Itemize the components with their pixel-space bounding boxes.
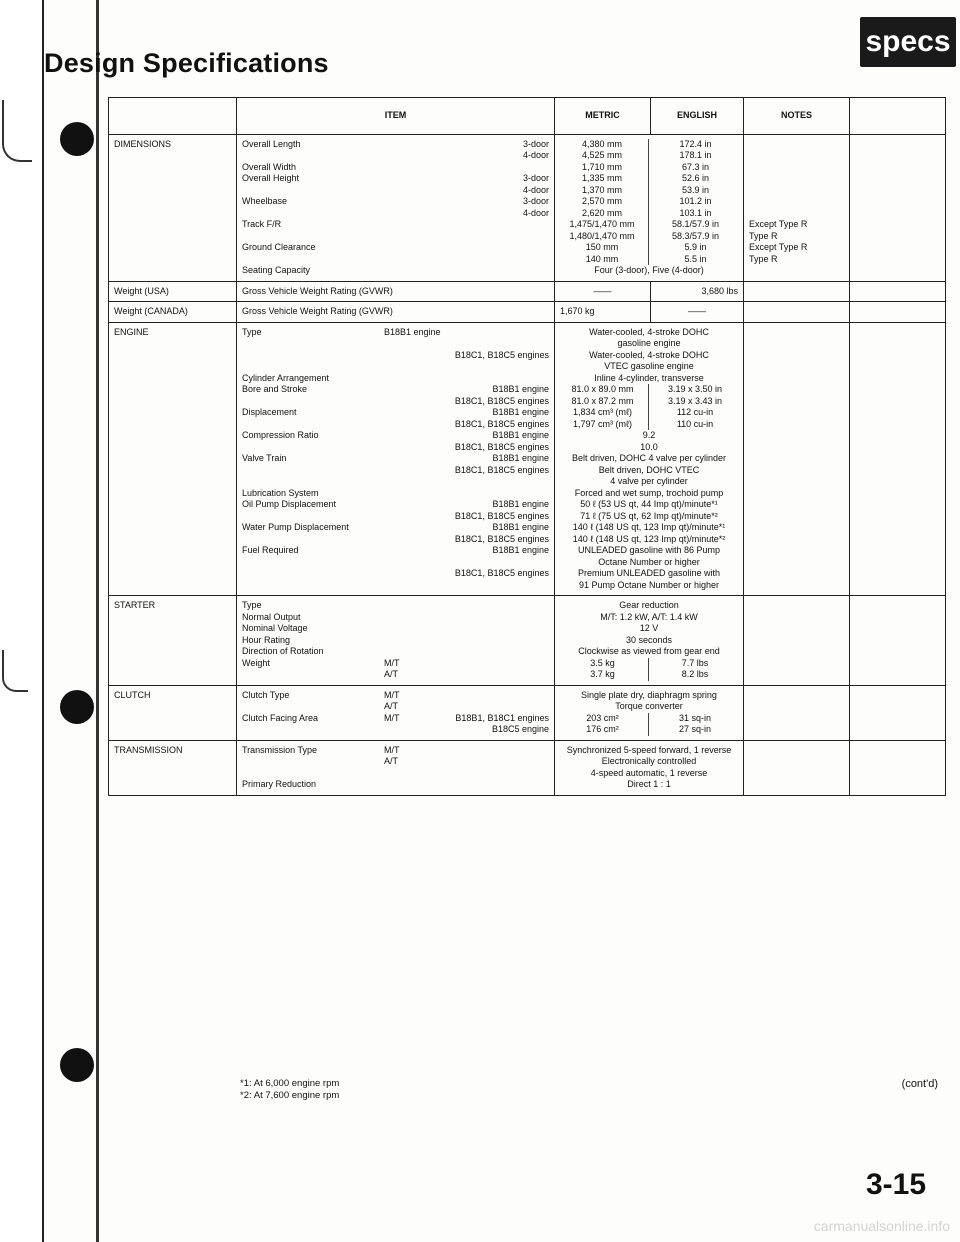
table-row-weight-canada — [109, 302, 945, 323]
footnotes — [240, 1078, 339, 1102]
spec-table — [108, 97, 946, 796]
table-row-dimensions — [109, 135, 945, 282]
table-row-starter — [109, 596, 945, 686]
section-label: TRANSMISSION — [109, 741, 237, 795]
seating-capacity-value: Four (3-door), Five (4-door) — [594, 265, 704, 275]
binding-line — [42, 0, 44, 1242]
section-label: Weight (USA) — [109, 282, 237, 302]
item-cell: Overall Length 3-door 4-door Overall Width Overall Height 3-door 4-door Wheelbase 3-door 4-door Track F/R Ground Clearance Seating Capacity — [237, 135, 555, 281]
header-english: ENGLISH — [651, 98, 744, 134]
page-number: 3-15 — [866, 1168, 927, 1201]
section-label: Weight (CANADA) — [109, 302, 237, 322]
section-label: ENGINE — [109, 323, 237, 596]
english-cell: —— — [651, 302, 744, 322]
page-title: Design Specifications — [44, 48, 329, 78]
item-cell: Type Normal Output Nominal Voltage Hour Rating Direction of Rotation Weight M/T A/T — [237, 596, 555, 685]
margin-rule — [96, 0, 99, 1242]
header-extra — [850, 98, 945, 134]
punch-hole-middle — [60, 690, 94, 724]
header-blank — [109, 98, 237, 134]
header-item: ITEM — [237, 98, 555, 134]
footnote-2: *2: At 7,600 engine rpm — [240, 1090, 340, 1101]
binding-curl-lower — [2, 650, 28, 692]
notes-cell: Except Type R Type R Except Type R Type R — [744, 135, 850, 281]
table-row-engine — [109, 323, 945, 597]
values-cell: 4,380 mm 172.4 in 4,525 mm 178.1 in 1,710 mm 67.3 in 1,335 mm 52.6 in 1,370 mm 53.9 in 2,570 mm 101.2 in 2,620 mm 103.1 in 1,475/1,470 mm 58.1/57.9 in 1,480/1,470 mm 58.3/57.9 in 150 mm 5.9 in 140 mm 5.5 in Four (3-door), Five (4-door) — [555, 135, 744, 281]
table-row-transmission — [109, 741, 945, 795]
specs-badge: specs — [860, 17, 956, 67]
continued-label: (cont'd) — [901, 1078, 938, 1090]
footnote-1: *1: At 6,000 engine rpm — [240, 1078, 340, 1089]
binding-curl — [2, 100, 32, 162]
section-label: STARTER — [109, 596, 237, 685]
table-header-row — [109, 98, 945, 135]
punch-hole-bottom — [60, 1048, 94, 1082]
values-cell: Synchronized 5-speed forward, 1 reverse Electronically controlled 4-speed automatic, 1 reverse Direct 1 : 1 — [555, 741, 744, 795]
section-label: CLUTCH — [109, 686, 237, 740]
watermark: carmanualsonline.info — [813, 1218, 950, 1234]
table-row-clutch — [109, 686, 945, 741]
item-cell: Type B18B1 engine B18C1, B18C5 engines Cylinder Arrangement Bore and Stroke B18B1 engine B18C1, B18C5 engines Displacement B18B1 engine B18C1, B18C5 engines Compression Ratio B18B1 engine B18C1, B18C5 engines Valve Train B18B1 engine B18C1, B18C5 engines Lubrication System Oil Pump Displacement B18B1 engine B18C1, B18C5 engines Water Pump Displacement B18B1 engine B18C1, B18C5 engines Fuel Required B18B1 engine B18C1, B18C5 engines — [237, 323, 555, 596]
values-cell: Water-cooled, 4-stroke DOHC gasoline engine Water-cooled, 4-stroke DOHC VTEC gasoline engine Inline 4-cylinder, transverse 81.0 x 89.0 mm 3.19 x 3.50 in 81.0 x 87.2 mm 3.19 x 3.43 in 1,834 cm³ (mℓ) 112 cu-in 1,797 cm³ (mℓ) 110 cu-in 9.2 10.0 Belt driven, DOHC 4 valve per cylinder Belt driven, DOHC VTEC 4 valve per cylinder Forced and wet sump, trochoid pump 50 ℓ (53 US qt, 44 Imp qt)/minute*¹ 71 ℓ (75 US qt, 62 Imp qt)/minute*² 140 ℓ (148 US qt, 123 Imp qt)/minute*¹ 140 ℓ (148 US qt, 123 Imp qt)/minute*² UNLEADED gasoline with 86 Pump Octane Number or higher Premium UNLEADED gasoline with 91 Pump Octane Number or higher — [555, 323, 744, 596]
item-cell: Clutch Type M/T A/T Clutch Facing Area M/T B18B1, B18C1 engines B18C5 engine — [237, 686, 555, 740]
metric-cell: —— — [555, 282, 651, 302]
metric-cell: 1,670 kg — [555, 302, 651, 322]
item-cell: Gross Vehicle Weight Rating (GVWR) — [237, 302, 555, 322]
english-cell: 3,680 lbs — [651, 282, 744, 302]
page-binding-edge — [0, 0, 44, 1242]
item-cell: Transmission Type M/T A/T Primary Reduction — [237, 741, 555, 795]
punch-hole-top — [60, 122, 94, 156]
seating-capacity-label: Seating Capacity — [242, 265, 311, 275]
section-label: DIMENSIONS — [109, 135, 237, 281]
header-metric: METRIC — [555, 98, 651, 134]
header-notes: NOTES — [744, 98, 850, 134]
item-cell: Gross Vehicle Weight Rating (GVWR) — [237, 282, 555, 302]
table-row-weight-usa — [109, 282, 945, 303]
values-cell: Single plate dry, diaphragm spring Torque converter 203 cm² 31 sq-in 176 cm² 27 sq-in — [555, 686, 744, 740]
values-cell: Gear reduction M/T: 1.2 kW, A/T: 1.4 kW 12 V 30 seconds Clockwise as viewed from gear end 3.5 kg 7.7 lbs 3.7 kg 8.2 lbs — [555, 596, 744, 685]
